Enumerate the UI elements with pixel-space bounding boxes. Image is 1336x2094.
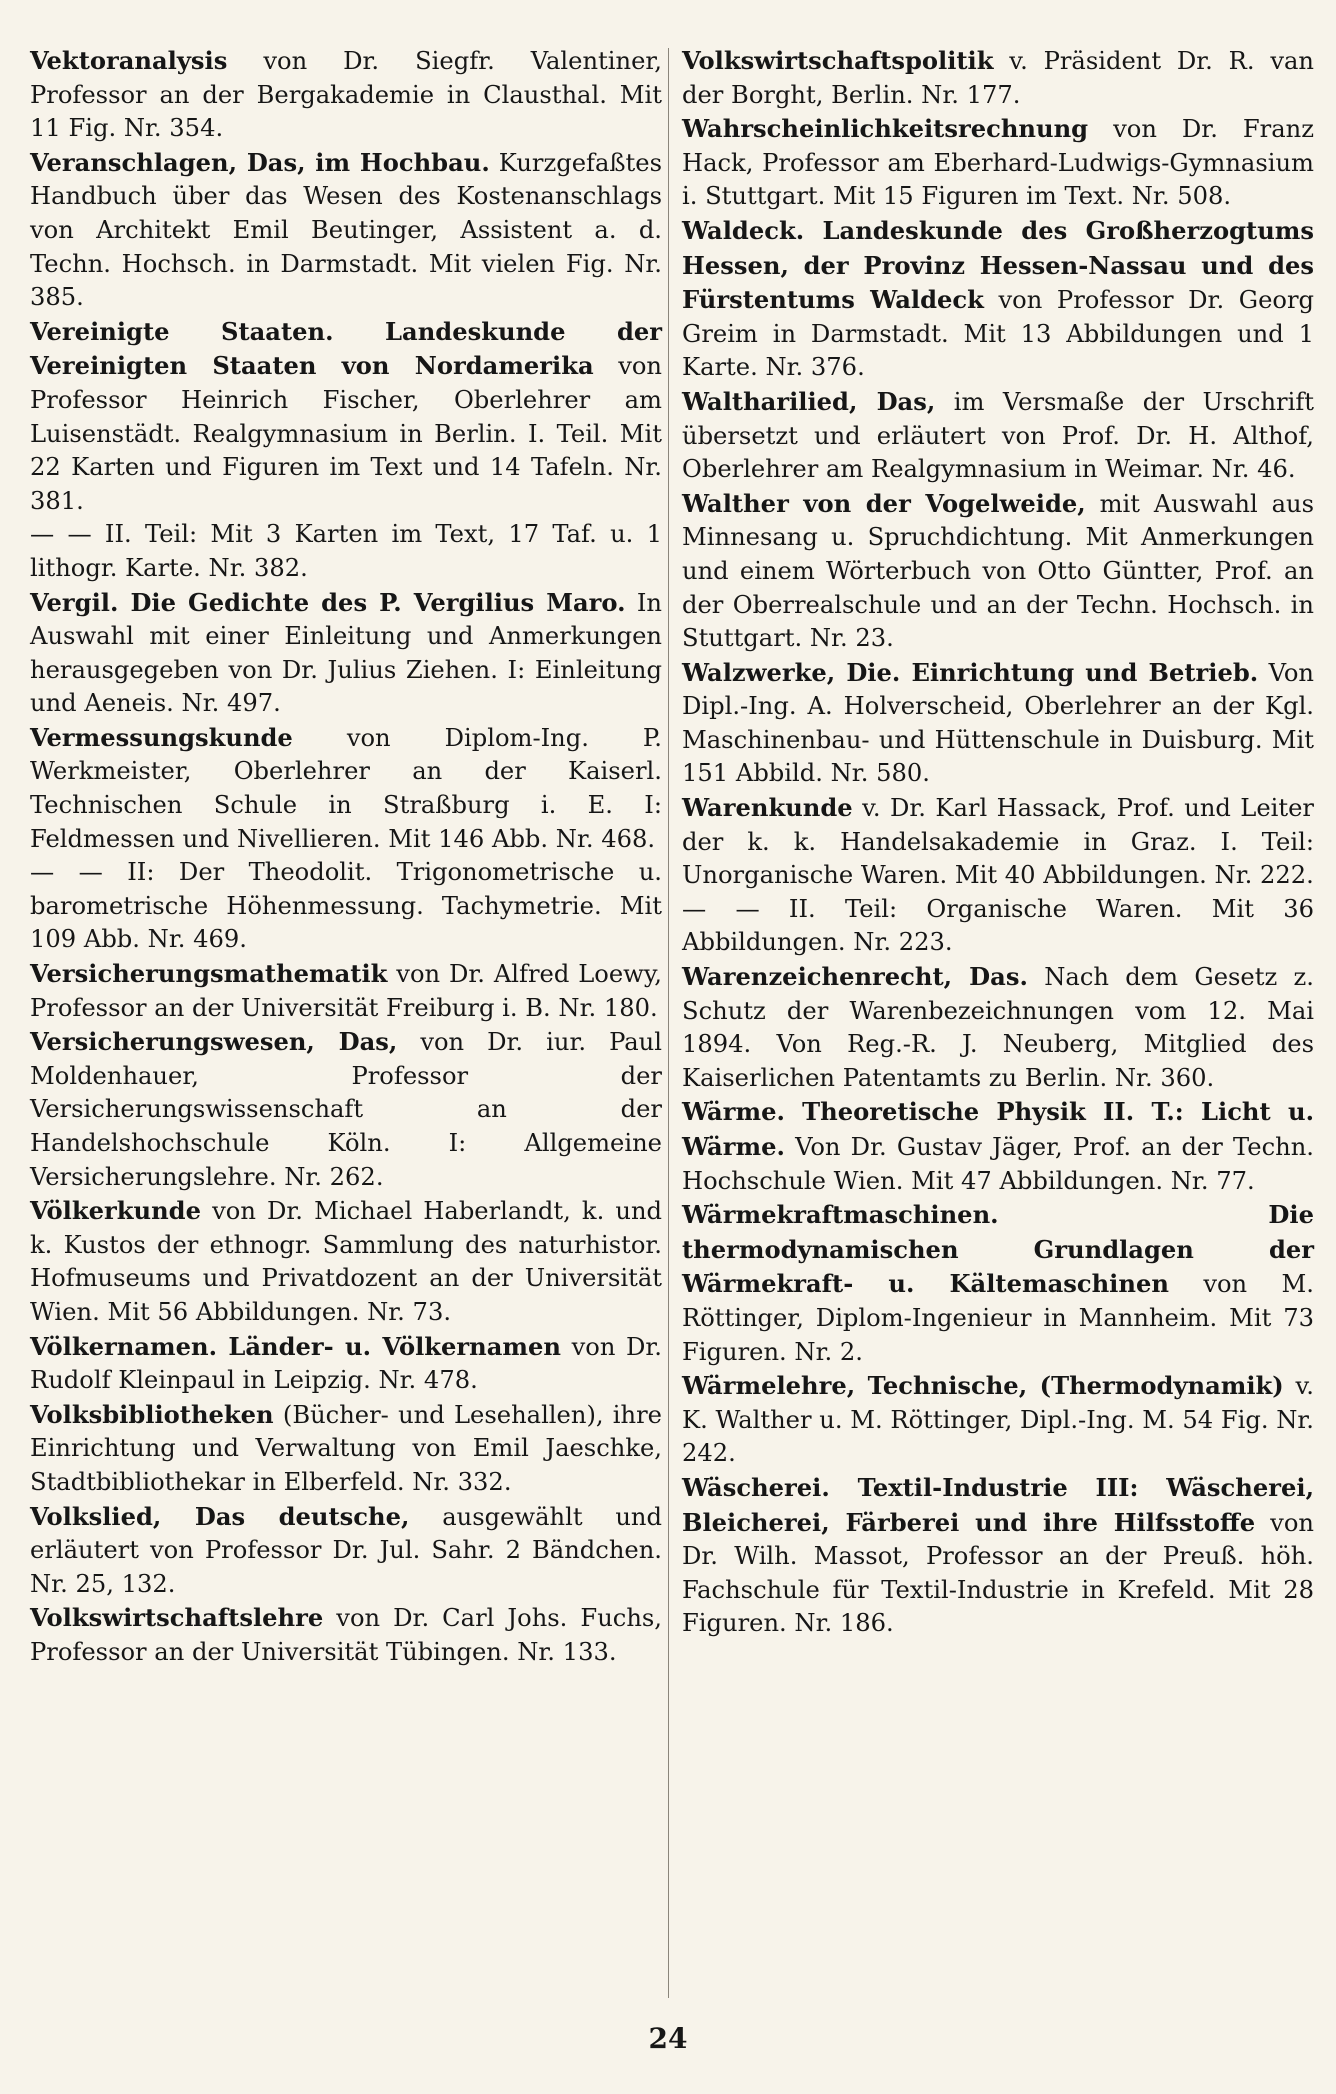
entry-text: von Professor Heinrich Fischer, Oberlehrer am Luisenstädt. Realgymnasium in Berlin. I. Teil. Mit 22 Karten und Figuren im Text und 14 Tafeln. Nr. 381. <box>30 352 662 515</box>
entry-text: In Auswahl mit einer Einleitung und Anmerkungen herausgegeben von Dr. Julius Ziehen. I: Einleitung und Aeneis. Nr. 497. <box>30 588 662 718</box>
entry-text: Kurzgefaßtes Handbuch über das Wesen des Kostenanschlags von Architekt Emil Beutinger, Assistent a. d. Techn. Hochsch. in Darmstadt. Mit vielen Fig. Nr. 385. <box>30 148 662 312</box>
entry-title: Warenkunde <box>682 793 853 823</box>
catalog-entry-continuation <box>30 518 662 585</box>
catalog-entry <box>682 960 1314 1095</box>
catalog-entry <box>30 586 662 721</box>
entry-title: Versicherungswesen, Das, <box>30 1027 398 1057</box>
entry-text: v. Dr. Karl Hassack, Prof. und Leiter der k. k. Handelsakademie in Graz. I. Teil: Unorganische Waren. Mit 40 Abbildungen. Nr. 222. <box>682 794 1314 890</box>
entry-title: Wahrscheinlichkeitsrechnung <box>682 114 1089 144</box>
catalog-entry-continuation <box>682 893 1314 960</box>
entry-text: im Versmaße der Urschrift übersetzt und erläutert von Prof. Dr. H. Althof, Oberlehrer am Realgymnasium in Weimar. Nr. 46. <box>682 387 1314 484</box>
catalog-entry <box>682 385 1314 487</box>
entry-title: Vereinigte Staaten. Landeskunde der Vereinigten Staaten von Nordamerika <box>30 316 662 381</box>
entry-text: von M. Röttinger, Diplom-Ingenieur in Mannheim. Mit 73 Figuren. Nr. 2. <box>682 1270 1314 1366</box>
entry-text: ausgewählt und erläutert von Professor Dr. Jul. Sahr. 2 Bändchen. Nr. 25, 132. <box>30 1502 662 1598</box>
entry-title: Walther von der Vogelweide, <box>682 488 1086 518</box>
entry-text: von Dr. Alfred Loewy, Professor an der Universität Freiburg i. B. Nr. 180. <box>30 960 662 1022</box>
catalog-entry <box>30 957 662 1025</box>
catalog-entry-continuation <box>30 856 662 957</box>
entry-title: Wärmelehre, Technische, (Thermodynamik) <box>682 1371 1284 1401</box>
left-column <box>30 44 662 1670</box>
entry-text: von Diplom-Ing. P. Werkmeister, Oberlehrer an der Kaiserl. Technischen Schule in Straßburg i. E. I: Feldmessen und Nivellieren. Mit 146 Abb. Nr. 468. <box>30 723 662 853</box>
entry-title: Volkslied, Das deutsche, <box>30 1501 410 1531</box>
catalog-entry <box>682 656 1314 791</box>
entry-title: Waltharilied, Das, <box>682 386 936 416</box>
catalog-entry <box>30 1194 662 1329</box>
entry-text: von Dr. Wilh. Massot, Professor an der Preuß. höh. Fachschule für Textil-Industrie in Krefeld. Mit 28 Figuren. Nr. 186. <box>682 1508 1314 1638</box>
entry-text: Von Dr. Gustav Jäger, Prof. an der Techn. Hochschule Wien. Mit 47 Abbildungen. Nr. 77. <box>682 1133 1314 1195</box>
entry-title: Warenzeichenrecht, Das. <box>682 962 1028 992</box>
entry-text: (Bücher- und Lesehallen), ihre Einrichtung und Verwaltung von Emil Jaeschke, Stadtbibliothekar in Elberfeld. Nr. 332. <box>30 1400 662 1496</box>
entry-title: Volksbibliotheken <box>30 1399 274 1429</box>
entry-title: Vergil. Die Gedichte des P. Vergilius Maro. <box>30 587 626 617</box>
catalog-entry <box>30 1601 662 1669</box>
entry-title: Wärmekraftmaschinen. Die thermodynamischen Grundlagen der Wärmekraft- u. Kältemaschinen <box>682 1200 1314 1299</box>
entry-text: von Dr. Siegfr. Valentiner, Professor an der Bergakademie in Clausthal. Mit 11 Fig. Nr. 354. <box>30 47 662 143</box>
catalog-entry <box>682 791 1314 893</box>
entry-title: Vermessungskunde <box>30 722 293 752</box>
catalog-entry <box>30 315 662 519</box>
entry-title: Veranschlagen, Das, im Hochbau. <box>30 147 490 177</box>
entry-text: — — II. Teil: Mit 3 Karten im Text, 17 Taf. u. 1 lithogr. Karte. Nr. 382. <box>30 520 662 582</box>
catalog-entry <box>682 44 1314 112</box>
catalog-entry <box>682 214 1314 385</box>
catalog-entry <box>682 1471 1314 1641</box>
entry-title: Walzwerke, Die. Einrichtung und Betrieb. <box>682 657 1259 687</box>
column-divider <box>668 48 669 1998</box>
entry-text: von Professor Dr. Georg Greim in Darmstadt. Mit 13 Abbildungen und 1 Karte. Nr. 376. <box>682 286 1315 382</box>
catalog-entry <box>682 1369 1314 1471</box>
catalog-entry <box>30 1330 662 1398</box>
catalog-entry <box>30 1025 662 1194</box>
entry-text: Von Dipl.-Ing. A. Holverscheid, Oberlehrer an der Kgl. Maschinenbau- und Hüttenschule in Duisburg. Mit 151 Abbild. Nr. 580. <box>682 658 1314 788</box>
page-number: 24 <box>648 2022 688 2055</box>
entry-text: Nach dem Gesetz z. Schutz der Warenbezeichnungen vom 12. Mai 1894. Von Reg.-R. J. Neuberg, Mitglied des Kaiserlichen Patentamts zu Berlin. Nr. 360. <box>682 963 1314 1092</box>
entry-text: mit Auswahl aus Minnesang u. Spruchdichtung. Mit Anmerkungen und einem Wörterbuch von Otto Güntter, Prof. an der Oberrealschule und an der Techn. Hochsch. in Stuttgart. Nr. 23. <box>682 489 1314 653</box>
entry-text: von Dr. iur. Paul Moldenhauer, Professor der Versicherungswissenschaft an der Handelshochschule Köln. I: Allgemeine Versicherungslehre. Nr. 262. <box>30 1028 662 1191</box>
right-column <box>682 44 1314 1641</box>
entry-title: Versicherungsmathematik <box>30 959 388 989</box>
catalog-entry <box>30 721 662 856</box>
catalog-entry <box>30 146 662 315</box>
entry-text: von Dr. Carl Johs. Fuchs, Professor an der Universität Tübingen. Nr. 133. <box>30 1604 662 1666</box>
entry-title: Wäscherei. Textil-Industrie III: Wäscherei, Bleicherei, Färberei und ihre Hilfsstoffe <box>682 1472 1314 1537</box>
entry-title: Volkswirtschaftslehre <box>30 1603 324 1633</box>
entry-text: v. Präsident Dr. R. van der Borght, Berlin. Nr. 177. <box>682 47 1314 109</box>
entry-text: — — II: Der Theodolit. Trigonometrische u. barometrische Höhenmessung. Tachymetrie. Mit 109 Abb. Nr. 469. <box>30 858 662 954</box>
entry-text: von Dr. Franz Hack, Professor am Eberhard-Ludwigs-Gymnasium i. Stuttgart. Mit 15 Figuren im Text. Nr. 508. <box>682 115 1314 211</box>
catalog-entry <box>682 1198 1314 1369</box>
entry-text: von Dr. Rudolf Kleinpaul in Leipzig. Nr. 478. <box>30 1332 663 1395</box>
catalog-entry <box>30 1500 662 1602</box>
catalog-entry <box>30 44 662 146</box>
catalog-entry <box>682 1095 1314 1198</box>
catalog-entry <box>30 1398 662 1500</box>
entry-title: Völkernamen. Länder- u. Völkernamen <box>30 1331 561 1361</box>
entry-title: Volkswirtschaftspolitik <box>682 46 994 75</box>
entry-title: Waldeck. Landeskunde des Großherzogtums Hessen, der Provinz Hessen-Nassau und des Fürstentums Waldeck <box>682 215 1314 315</box>
entry-title: Völkerkunde <box>30 1196 201 1226</box>
entry-title: Vektoranalysis <box>30 46 228 75</box>
entry-title: Wärme. Theoretische Physik II. T.: Licht u. Wärme. <box>682 1097 1314 1161</box>
entry-text: v. K. Walther u. M. Röttinger, Dipl.-Ing. M. 54 Fig. Nr. 242. <box>682 1372 1314 1468</box>
entry-text: von Dr. Michael Haberlandt, k. und k. Kustos der ethnogr. Sammlung des naturhistor. Hofmuseums und Privatdozent an der Universität Wien. Mit 56 Abbildungen. Nr. 73. <box>30 1197 662 1326</box>
catalog-entry <box>682 487 1314 656</box>
entry-text: — — II. Teil: Organische Waren. Mit 36 Abbildungen. Nr. 223. <box>682 894 1314 957</box>
catalog-entry <box>682 112 1314 214</box>
